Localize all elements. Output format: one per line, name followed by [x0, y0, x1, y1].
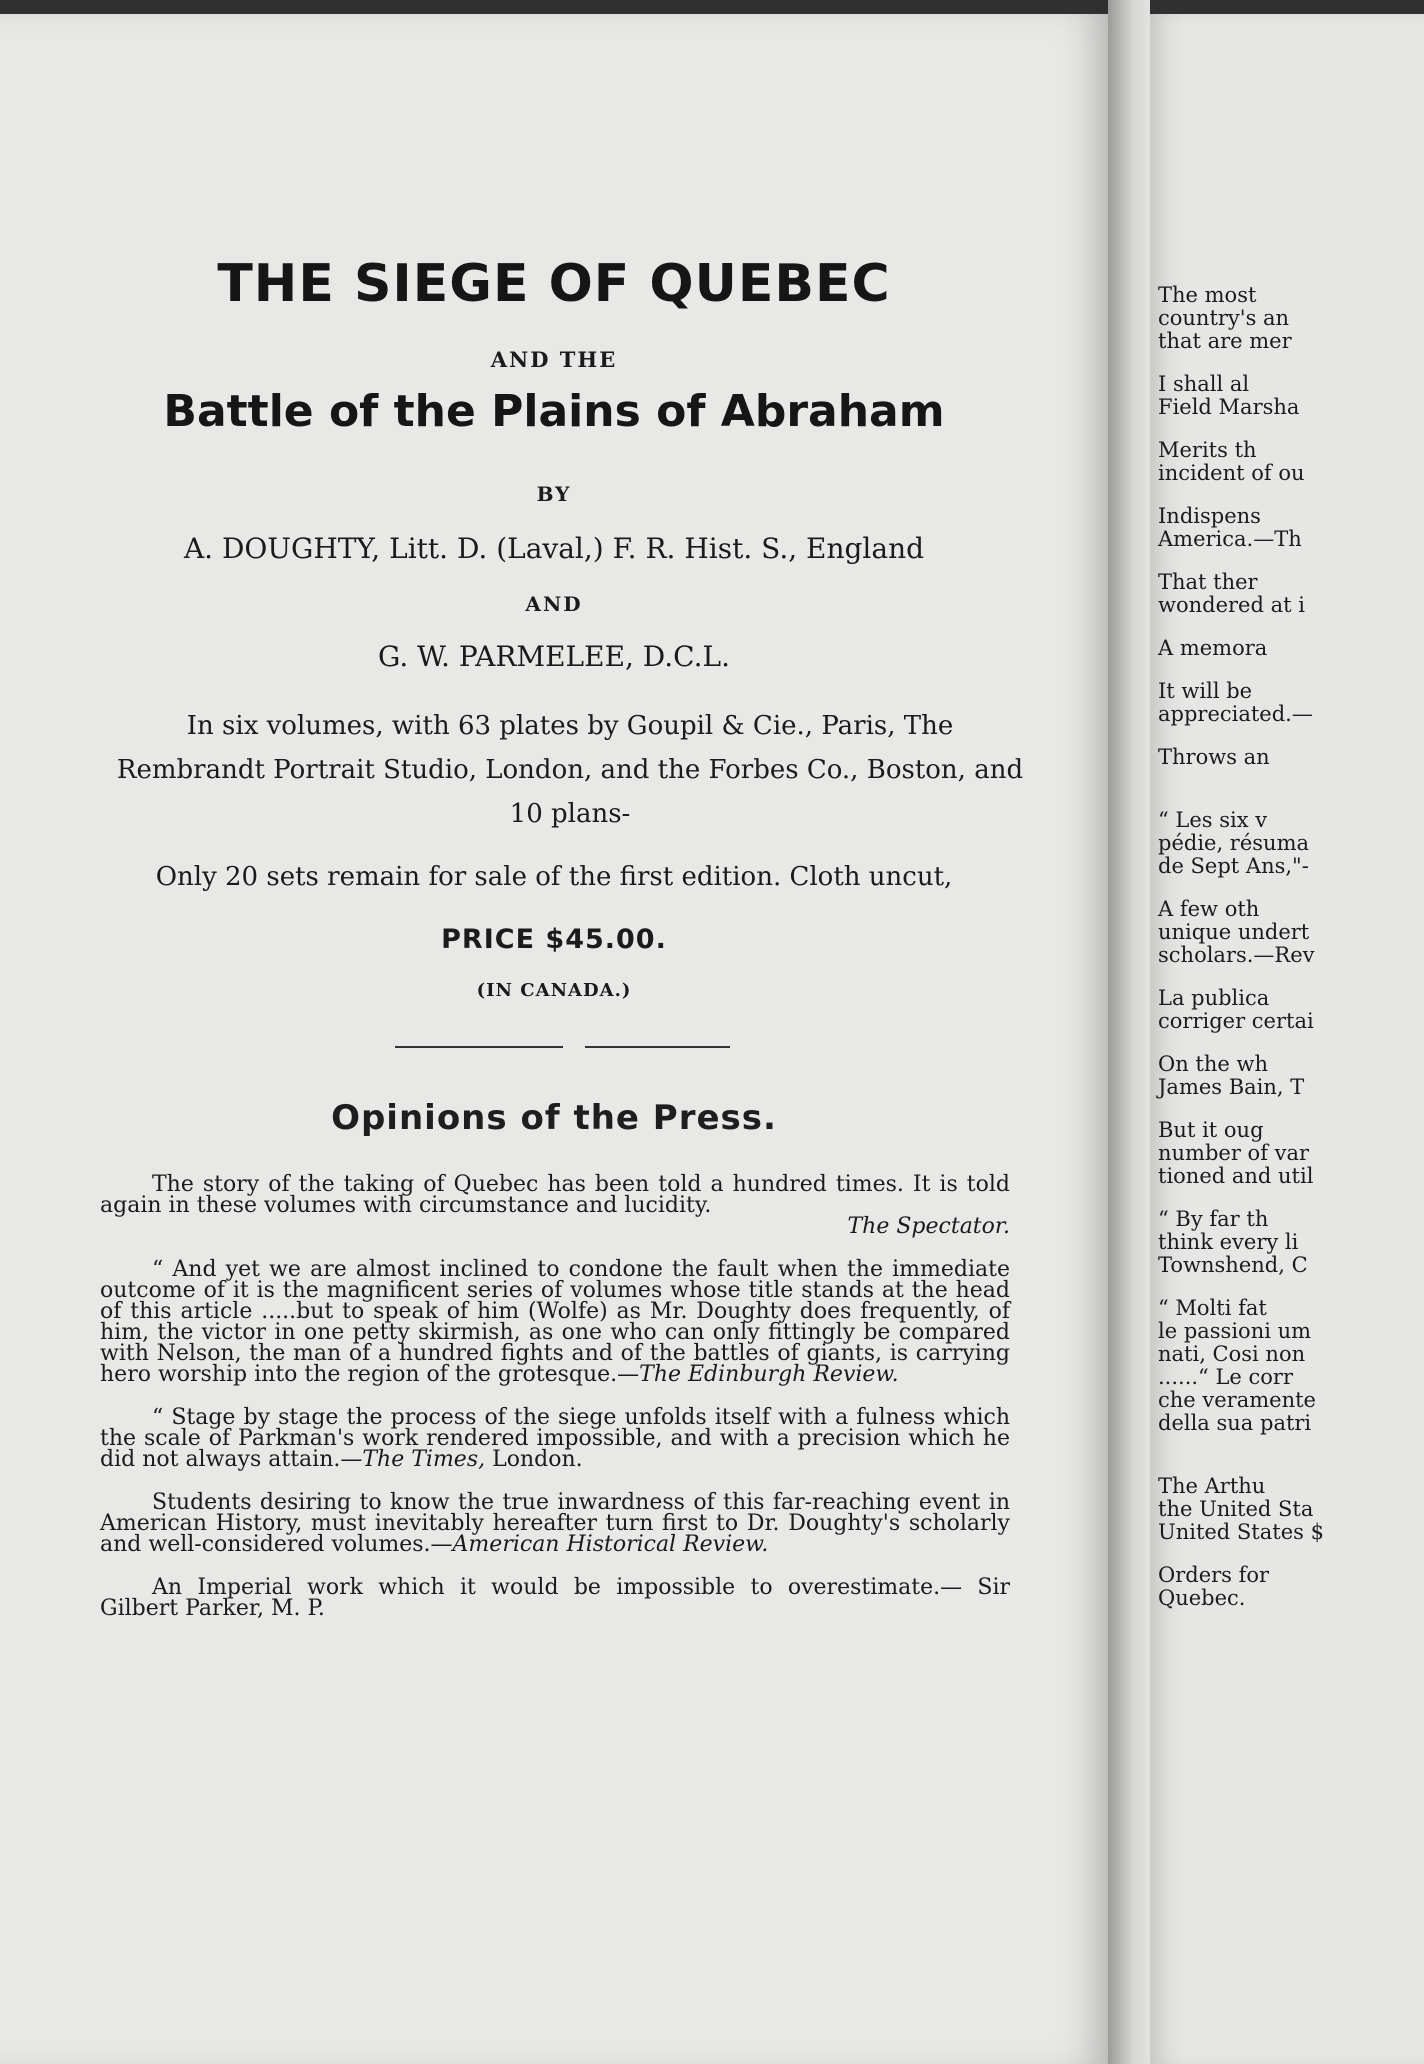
right-page-gap [1158, 878, 1424, 898]
press-quotes [100, 1174, 1010, 1641]
and-the-label: AND THE [490, 347, 618, 372]
right-page-gap [1158, 967, 1424, 987]
right-page-line: America.—Th [1158, 527, 1302, 551]
scan-top-edge [0, 0, 1424, 14]
divider-rule-left [395, 1046, 563, 1048]
and-label: AND [525, 592, 583, 616]
quote-edinburgh [100, 1259, 1010, 1385]
quote-text: The story of the taking of Quebec has been told a hundred times. It is told again in these volumes with circumstance and lucidity. [100, 1172, 1010, 1218]
quote-source: The Times, [362, 1447, 486, 1472]
right-page-line: the United Sta [1158, 1497, 1314, 1521]
right-page-line: che veramente [1158, 1388, 1316, 1412]
book-title: THE SIEGE OF QUEBEC [217, 254, 891, 314]
right-page-line: nati, Cosi non [1158, 1342, 1306, 1366]
right-page-line: ......“ Le corr [1158, 1365, 1293, 1389]
quote-text: Students desiring to know the true inwardness of this far-reaching event in American History, must inevitably hereafter turn first to Dr. Doughty's scholarly and well-considered volumes.— [100, 1490, 1010, 1557]
right-page-line: A memora [1158, 636, 1268, 660]
right-page-gap [1158, 353, 1424, 373]
right-page-gap [1158, 1188, 1424, 1208]
right-page-line: appreciated.— [1158, 702, 1313, 726]
right-page-gap [1158, 1099, 1424, 1119]
right-page-line: le passioni um [1158, 1319, 1312, 1343]
quote-text: An Imperial work which it would be impossible to overestimate.— Sir Gilbert Parker, M. P. [100, 1575, 1010, 1621]
edition-description: In six volumes, with 63 plates by Goupil & Cie., Paris, The Rembrandt Portrait Studio, London, and the Forbes Co., Boston, and 10 plans- [116, 711, 1024, 829]
right-page-line: Indispens [1158, 504, 1261, 528]
quote-gilbert-parker [100, 1577, 1010, 1619]
quote-source: The Spectator. [847, 1214, 1010, 1239]
right-page-line: unique undert [1158, 920, 1310, 944]
price-region-note: (IN CANADA.) [476, 980, 632, 1001]
right-page-line: United States $ [1158, 1520, 1324, 1544]
right-page-line: La publica [1158, 986, 1270, 1010]
right-page-gap [1158, 1435, 1424, 1455]
quote-text: “ And yet we are almost inclined to condone the fault when the immediate outcome of it is the magnificent series of volumes whose title stands at the head of this article .....but to speak of him (Wolfe) as Mr. Doughty does frequently, of him, the victor in one petty skirmish, as one who can only fittingly be compared with Nelson, the man of a hundred fights and of the battles of giants, is carrying hero worship into the region of the grotesque.— [100, 1257, 1010, 1387]
right-page-gap [1158, 1544, 1424, 1564]
quote-source-suffix: London. [485, 1447, 583, 1472]
right-page-line: country's an [1158, 306, 1290, 330]
right-page-line: A few oth [1158, 897, 1260, 921]
price: PRICE $45.00. [441, 924, 667, 955]
right-page-line: “ Les six v [1158, 808, 1268, 832]
quote-source: The Edinburgh Review. [639, 1362, 899, 1387]
right-page-gap [1158, 419, 1424, 439]
quote-american-historical [100, 1492, 1010, 1555]
book-subtitle: Battle of the Plains of Abraham [163, 386, 945, 437]
right-page-gap [1158, 789, 1424, 809]
right-page-gap [1158, 660, 1424, 680]
right-page-line: It will be [1158, 679, 1253, 703]
right-page-gap [1158, 551, 1424, 571]
right-page-text [1158, 284, 1424, 1610]
right-page-line: Orders for [1158, 1563, 1270, 1587]
remaining-sets-note: Only 20 sets remain for sale of the first edition. Cloth uncut, [155, 862, 953, 892]
right-page-line: I shall al [1158, 372, 1250, 396]
right-page-line: James Bain, T [1158, 1075, 1305, 1099]
right-page-line: That ther [1158, 570, 1258, 594]
right-page-line: that are mer [1158, 329, 1292, 353]
left-page [0, 14, 1108, 2064]
right-page-gap [1158, 485, 1424, 505]
right-page-line: Quebec. [1158, 1586, 1246, 1610]
quote-text: “ Stage by stage the process of the siege unfolds itself with a fulness which the scale of Parkman's work rendered impossible, and with a precision which he did not always attain.— [100, 1405, 1010, 1472]
right-page-line: corriger certai [1158, 1009, 1314, 1033]
right-page-gap [1158, 726, 1424, 746]
right-page-gap [1158, 617, 1424, 637]
author-parmelee: G. W. PARMELEE, D.C.L. [378, 640, 730, 673]
right-page-line: The most [1158, 283, 1257, 307]
right-page-line: incident of ou [1158, 461, 1305, 485]
right-page-line: tioned and util [1158, 1164, 1314, 1188]
right-page-line: Field Marsha [1158, 395, 1300, 419]
right-page-line: Merits th [1158, 438, 1257, 462]
right-page-gap [1158, 769, 1424, 789]
right-page-line: de Sept Ans,"- [1158, 854, 1309, 878]
right-page-line: The Arthu [1158, 1474, 1266, 1498]
quote-spectator [100, 1174, 1010, 1237]
right-page-line: Townshend, C [1158, 1253, 1308, 1277]
right-page-line: “ Molti fat [1158, 1296, 1267, 1320]
right-page-line: number of var [1158, 1141, 1310, 1165]
right-page-line: wondered at i [1158, 593, 1305, 617]
right-page-line: della sua patri [1158, 1411, 1312, 1435]
section-heading: Opinions of the Press. [331, 1098, 777, 1138]
right-page-line: But it oug [1158, 1118, 1264, 1142]
divider-rule-right [585, 1046, 730, 1048]
author-doughty: A. DOUGHTY, Litt. D. (Laval,) F. R. Hist. S., England [183, 532, 925, 565]
book-gutter [1108, 0, 1150, 2064]
right-page-line: “ By far th [1158, 1207, 1269, 1231]
right-page [1150, 14, 1424, 2064]
by-label: BY [536, 482, 572, 506]
right-page-line: think every li [1158, 1230, 1299, 1254]
right-page-line: On the wh [1158, 1052, 1268, 1076]
right-page-line: scholars.—Rev [1158, 943, 1315, 967]
quote-source: American Historical Review. [452, 1532, 769, 1557]
quote-times [100, 1407, 1010, 1470]
right-page-gap [1158, 1277, 1424, 1297]
right-page-line: Throws an [1158, 745, 1270, 769]
right-page-gap [1158, 1455, 1424, 1475]
right-page-line: pédie, résuma [1158, 831, 1310, 855]
right-page-gap [1158, 1033, 1424, 1053]
